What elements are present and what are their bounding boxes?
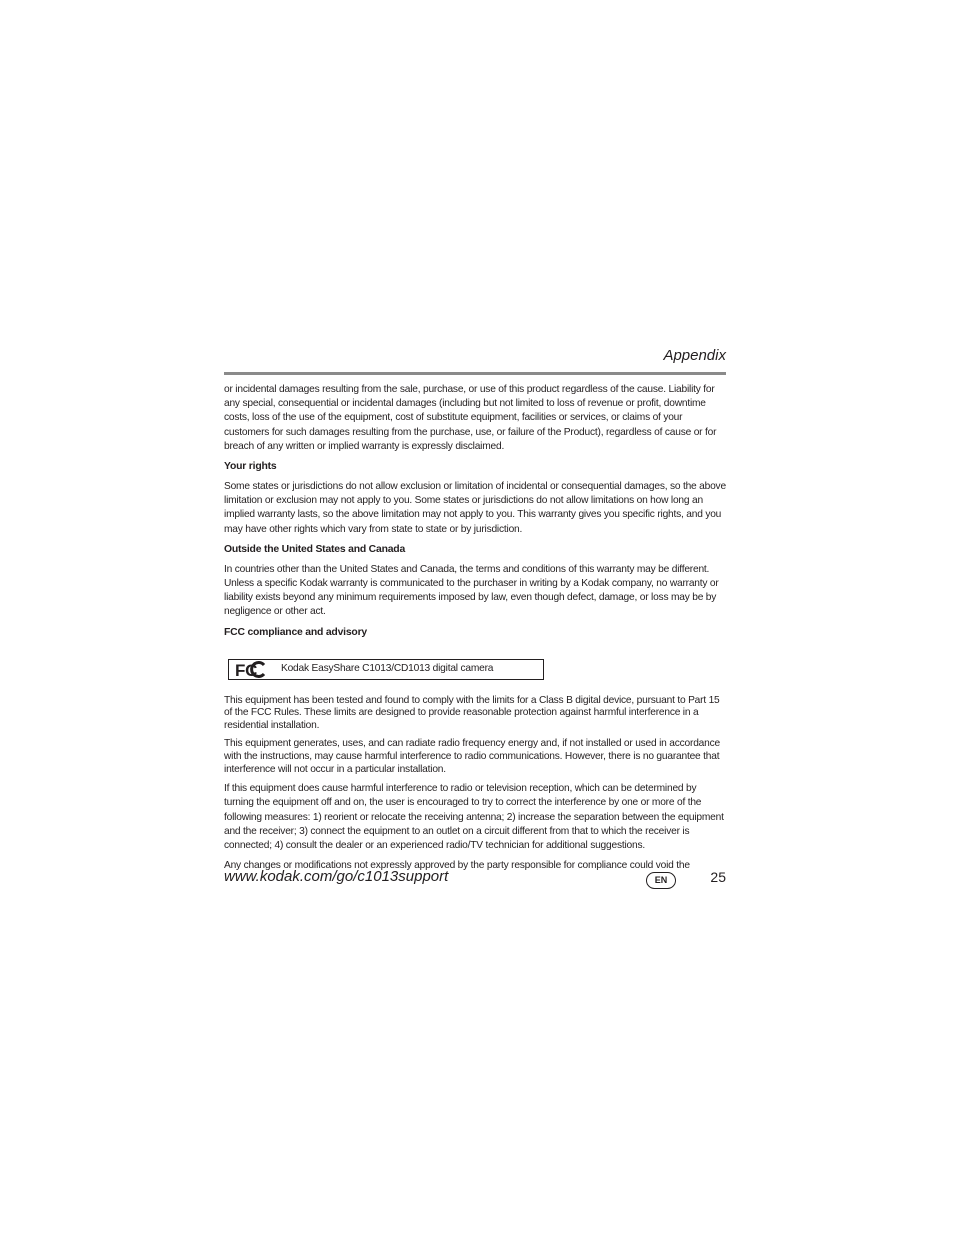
support-url[interactable]: www.kodak.com/go/c1013support [224,868,449,885]
fcc-label-box [228,659,544,680]
header-divider [224,372,726,375]
page-content [224,383,726,873]
fcc-logo-icon [234,660,268,679]
page-number: 25 [710,869,726,885]
paragraph-fcc-radio-energy: This equipment generates, uses, and can radiate radio frequency energy and, if not installed or used in accordance with the instructions, may cause harmful interference to radio communications. However, there is no guarantee that interference will not occur in a particular installation. [224,738,720,775]
heading-your-rights: Your rights [224,461,277,473]
paragraph-fcc-modifications: Any changes or modifications not expressly approved by the party responsible for compliance could void the [224,860,690,872]
language-badge: EN [646,872,676,889]
heading-outside-us-canada: Outside the United States and Canada [224,543,406,555]
paragraph-fcc-interference-measures: If this equipment does cause harmful interference to radio or television reception, which can be determined by turning the equipment off and on, the user is encouraged to try to correct the interference by one or more of the following measures: 1) reorient or relocate the receiving antenna; 2) increase the separation between the equipment and the receiver; 3) connect the equipment to an outlet on a circuit different from that to which the receiver is connected; 4) consult the dealer or an experienced radio/TV technician for additional suggestions. [224,783,724,852]
page-header-title: Appendix [663,347,726,364]
paragraph-intro: or incidental damages resulting from the sale, purchase, or use of this product regardless of the cause. Liability for any special, consequential or incidental damages (including but not limited to loss of revenue or profit, downtime costs, loss of the use of the equipment, cost of substitute equipment, facilities or services, or claims of your customers for such damages resulting from the purchase, use, or failure of the Product), regardless of cause or for breach of any written or implied warranty is expressly disclaimed. [224,384,717,452]
paragraph-fcc-tested: This equipment has been tested and found to comply with the limits for a Class B digital device, pursuant to Part 15 of the FCC Rules. These limits are designed to provide reasonable protection against harmful interference in a residential installation. [224,694,720,731]
paragraph-your-rights: Some states or jurisdictions do not allow exclusion or limitation of incidental or consequential damages, so the above limitation or exclusion may not apply to you. Some states or jurisdictions do not allow limitations on how long an implied warranty lasts, so the above limitation may not apply to you. This warranty gives you specific rights, and you may have other rights which vary from state to state or by jurisdiction. [224,481,726,535]
fcc-logo-lettering: FC [235,660,258,679]
heading-fcc-compliance: FCC compliance and advisory [224,626,367,638]
fcc-box-caption: Kodak EasyShare C1013/CD1013 digital camera [281,663,494,675]
paragraph-outside-us-canada: In countries other than the United States and Canada, the terms and conditions of this warranty may be different. Unless a specific Kodak warranty is communicated to the purchaser in writing by a Kodak company, no warranty or liability exists beyond any minimum requirements imposed by law, even though defect, damage, or loss may be by negligence or other act. [224,563,719,618]
